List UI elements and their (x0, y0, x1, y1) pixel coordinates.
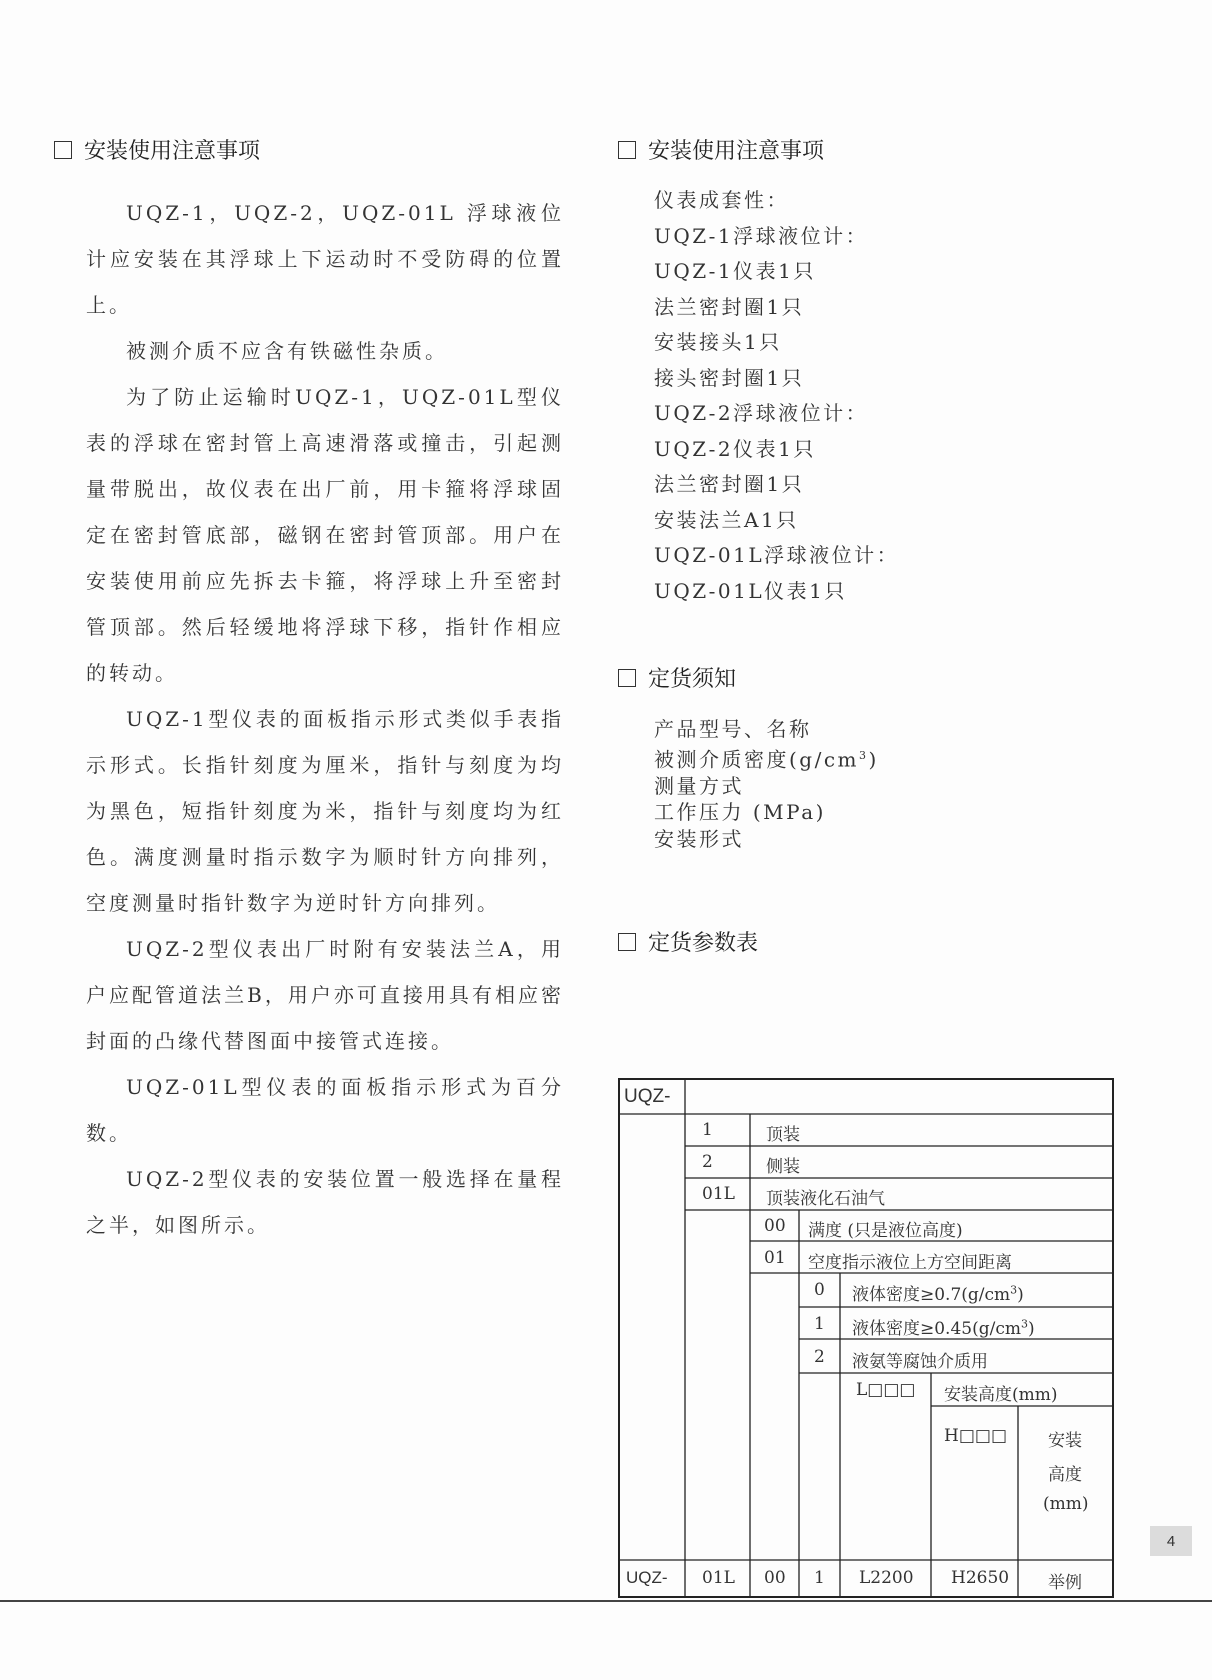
list-item: 安装法兰A1只 (654, 507, 799, 532)
mode-code: 00 (764, 1216, 786, 1236)
right-section-title-order: 定货须知 (618, 662, 736, 693)
page-bottom-rule (0, 1600, 1212, 1602)
example-model: UQZ- (626, 1568, 668, 1587)
checkbox-square-icon (618, 933, 636, 951)
checkbox-square-icon (618, 141, 636, 159)
list-item: 安装形式 (654, 826, 744, 851)
mount-desc: 顶装液化石油气 (766, 1189, 885, 1209)
checkbox-square-icon (54, 141, 72, 159)
table-head-model: UQZ- (624, 1086, 671, 1107)
page-number: 4 (1150, 1526, 1192, 1556)
order-notes-list (654, 716, 879, 852)
list-item: 测量方式 (654, 773, 744, 798)
mount-desc: 顶装 (766, 1125, 800, 1145)
density-code: 2 (814, 1347, 825, 1367)
example-density: 1 (814, 1568, 825, 1588)
list-item: UQZ-01L仪表1只 (654, 578, 847, 603)
mode-code: 01 (764, 1248, 786, 1268)
list-item: 工作压力 (MPa) (654, 800, 826, 825)
list-item: 法兰密封圈1只 (654, 294, 805, 319)
list-item: 被测介质密度$(g/cm^3)$ (654, 747, 879, 772)
right-section-title-install: 安装使用注意事项 (618, 134, 824, 165)
list-item: 仪表成套性： (654, 188, 789, 212)
list-item: UQZ-2浮球液位计： (654, 401, 869, 425)
h-desc-line: 安装 (1048, 1431, 1082, 1451)
mount-code: 1 (702, 1120, 713, 1140)
l-desc: 安装高度(mm) (944, 1385, 1058, 1405)
example-label: 举例 (1048, 1573, 1082, 1593)
mount-code: 2 (702, 1152, 713, 1172)
example-l: L2200 (859, 1568, 914, 1588)
mount-desc: 侧装 (766, 1157, 800, 1177)
example-mount: 01L (702, 1568, 735, 1588)
h-code: H□□□ (944, 1426, 1008, 1446)
example-h: H2650 (951, 1568, 1010, 1588)
density-desc: 液体密度$\ge 0.45(g/cm^3)$ (852, 1317, 1035, 1339)
left-section-title: 安装使用注意事项 (54, 134, 260, 165)
checkbox-square-icon (618, 669, 636, 687)
list-item: 接头密封圈1只 (654, 365, 805, 390)
mode-desc: 空度指示液位上方空间距离 (808, 1253, 1012, 1273)
h-desc-line: (mm) (1043, 1494, 1089, 1514)
density-desc: 液氨等腐蚀介质用 (852, 1352, 988, 1372)
list-item: 产品型号、名称 (654, 717, 812, 741)
list-item: 法兰密封圈1只 (654, 472, 805, 496)
mount-code: 01L (702, 1184, 735, 1204)
kit-list (654, 183, 899, 609)
right-section-title-params: 定货参数表 (618, 926, 758, 957)
list-item: UQZ-01L浮球液位计： (654, 543, 900, 567)
density-code: 1 (814, 1314, 825, 1334)
paragraph: UQZ-2型仪表的安装位置一般选择在量程之半，如图所示。 (86, 1167, 564, 1237)
density-code: 0 (814, 1280, 825, 1300)
left-body-text (86, 190, 564, 1248)
paragraph: UQZ-2型仪表出厂时附有安装法兰A，用户应配管道法兰B，用户亦可直接用具有相应密封面的凸缘代替图面中接管式连接。 (86, 937, 564, 1053)
example-mode: 00 (764, 1568, 786, 1588)
paragraph: 为了防止运输时UQZ-1，UQZ-01L型仪表的浮球在密封管上高速滑落或撞击，引起测量带脱出，故仪表在出厂前，用卡箍将浮球固定在密封管底部，磁钢在密封管顶部。用户在安装使用前应先拆去卡箍，将浮球上升至密封管顶部。然后轻缓地将浮球下移，指针作相应的转动。 (86, 385, 564, 685)
list-item: UQZ-1浮球液位计： (654, 223, 869, 248)
list-item: 安装接头1只 (654, 330, 782, 354)
list-item: UQZ-2仪表1只 (654, 436, 816, 461)
h-desc-line: 高度 (1048, 1465, 1082, 1485)
mode-desc: 满度 (只是液位高度) (808, 1221, 963, 1241)
order-parameter-table (618, 1078, 1115, 1599)
list-item: UQZ-1仪表1只 (654, 259, 816, 283)
paragraph: UQZ-1型仪表的面板指示形式类似手表指示形式。长指针刻度为厘米，指针与刻度为均为黑色，短指针刻度为米，指针与刻度均为红色。满度测量时指示数字为顺时针方向排列，空度测量时指针数字为逆时针方向排列。 (86, 707, 564, 915)
l-code: L□□□ (856, 1380, 916, 1400)
density-desc: 液体密度$\ge 0.7(g/cm^3)$ (852, 1283, 1024, 1305)
paragraph: UQZ-01L型仪表的面板指示形式为百分数。 (86, 1075, 564, 1145)
paragraph: 被测介质不应含有铁磁性杂质。 (126, 339, 448, 363)
paragraph: UQZ-1，UQZ-2，UQZ-01L 浮球液位计应安装在其浮球上下运动时不受防碍的位置上。 (86, 201, 564, 317)
